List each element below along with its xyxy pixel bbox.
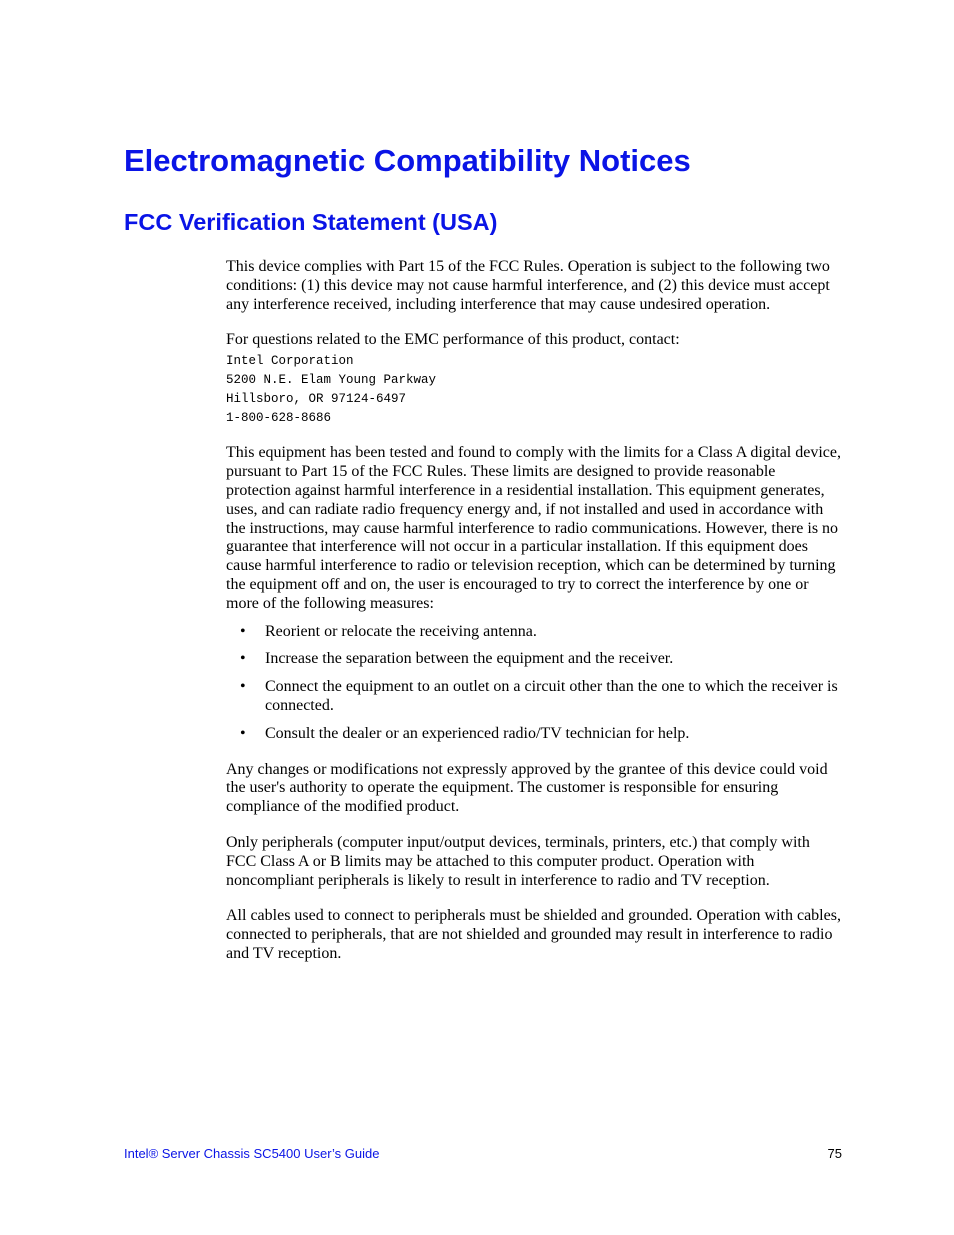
bullet-icon: • bbox=[240, 650, 246, 668]
list-item: • Connect the equipment to an outlet on a circuit other than the one to which the receiver is connected. bbox=[240, 678, 838, 714]
paragraph-class-a-limits: This equipment has been tested and found to comply with the limits for a Class A digital device, pursuant to Part 15 of the FCC Rules. These limits are designed to provide reasonable protection against harmful interference in a residential installation. This equipment generates, uses, and can radiate radio frequency energy and, if not installed and used in accordance with the instructions, may cause harmful interference to radio communications. However, there is no guarantee that interference will not occur in a particular installation. If this equipment does cause harmful interference to radio or television reception, which can be determined by turning the equipment off and on, the user is encouraged to try to correct the interference by one or more of the following measures: bbox=[226, 444, 841, 612]
paragraph-modifications: Any changes or modifications not expressly approved by the grantee of this device could void the user's authority to operate the equipment. The customer is responsible for ensuring compliance of the modified product. bbox=[226, 760, 828, 816]
footer-title: Intel® Server Chassis SC5400 User’s Guide bbox=[124, 1146, 380, 1161]
list-item: • Increase the separation between the equipment and the receiver. bbox=[240, 650, 674, 668]
list-item: • Consult the dealer or an experienced radio/TV technician for help. bbox=[240, 724, 690, 742]
bullet-icon: • bbox=[240, 622, 246, 640]
page-number: 75 bbox=[827, 1146, 842, 1161]
paragraph-emc-contact: For questions related to the EMC performance of this product, contact: bbox=[226, 331, 680, 349]
paragraph-cables: All cables used to connect to peripherals must be shielded and grounded. Operation with cables, connected to peripherals, that are not shielded and grounded may result in interference to radio and TV reception. bbox=[226, 907, 841, 962]
measures-list bbox=[226, 623, 842, 744]
list-item: • Reorient or relocate the receiving antenna. bbox=[240, 622, 537, 640]
page-heading: Electromagnetic Compatibility Notices bbox=[124, 143, 691, 178]
body-text bbox=[226, 258, 842, 964]
address-line: Intel Corporation bbox=[226, 354, 354, 369]
bullet-icon: • bbox=[240, 724, 246, 742]
section-heading: FCC Verification Statement (USA) bbox=[124, 209, 498, 235]
bullet-icon: • bbox=[240, 678, 246, 696]
paragraph-peripherals: Only peripherals (computer input/output devices, terminals, printers, etc.) that comply with FCC Class A or B limits may be attached to this computer product. Operation with noncompliant peripherals is likely to result in interference to radio and TV reception. bbox=[226, 833, 810, 889]
contact-address bbox=[226, 352, 842, 427]
page-footer bbox=[124, 1146, 842, 1161]
address-line: Hillsboro, OR 97124-6497 bbox=[226, 391, 407, 406]
address-line: 5200 N.E. Elam Young Parkway bbox=[226, 372, 437, 387]
paragraph-fcc-compliance: This device complies with Part 15 of the FCC Rules. Operation is subject to the following two conditions: (1) this device may not cause harmful interference, and (2) this device must accept any interference received, including interference that may cause undesired operation. bbox=[226, 258, 830, 313]
address-phone: 1-800-628-8686 bbox=[226, 410, 332, 425]
